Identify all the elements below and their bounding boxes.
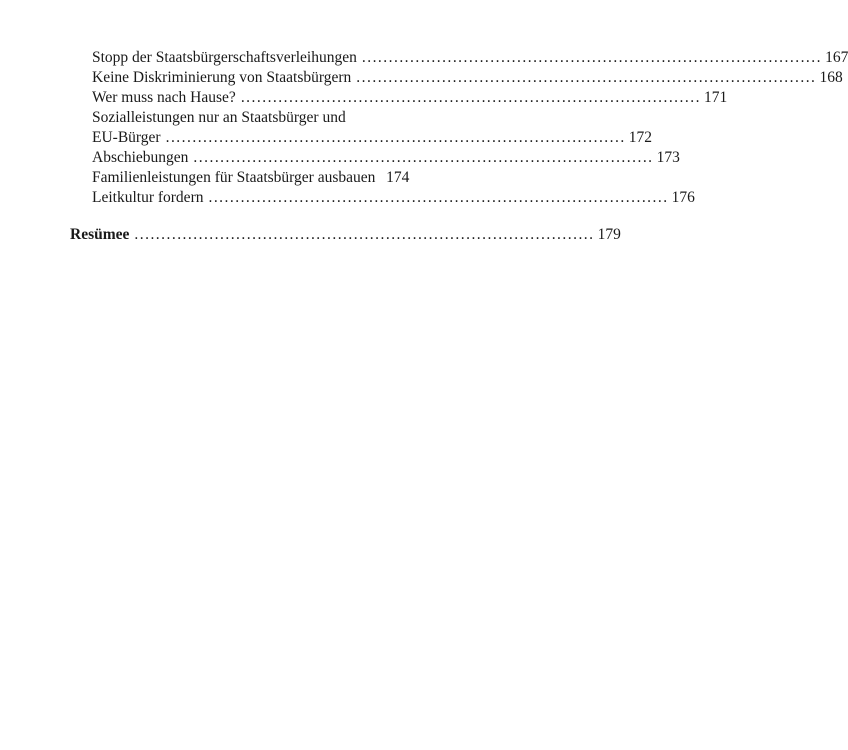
toc-entry bbox=[92, 48, 848, 68]
dot-leader bbox=[241, 88, 698, 108]
dot-leader bbox=[166, 128, 623, 148]
toc-entry-title: Leitkultur fordern bbox=[92, 189, 204, 206]
toc-entry bbox=[92, 188, 695, 208]
toc-entry-title: Abschiebungen bbox=[92, 149, 189, 166]
dot-leader bbox=[193, 148, 650, 168]
toc-chapter-title: Resümee bbox=[70, 226, 130, 243]
toc-chapter-page: 179 bbox=[597, 226, 621, 243]
toc-entry bbox=[92, 128, 653, 148]
dot-leader bbox=[362, 48, 819, 68]
dot-leader bbox=[208, 188, 665, 208]
toc-entry-page: 168 bbox=[819, 69, 843, 86]
toc-entry-title: Sozialleistungen nur an Staatsbürger und bbox=[92, 109, 346, 126]
toc-entry-page: 172 bbox=[628, 129, 653, 146]
dot-leader bbox=[134, 225, 591, 245]
toc-entry-title: Familienleistungen für Staatsbürger ausbauen bbox=[92, 169, 376, 186]
toc-entry-page: 176 bbox=[671, 189, 695, 206]
toc-entry-title: Stopp der Staatsbürgerschaftsverleihungen bbox=[92, 49, 357, 66]
toc-entry-line-1 bbox=[92, 108, 407, 128]
toc-entry-page: 173 bbox=[656, 149, 680, 166]
toc-entry-title: EU-Bürger bbox=[92, 129, 161, 146]
toc-entry bbox=[92, 168, 410, 188]
toc-entry bbox=[92, 68, 843, 88]
toc-entry-page: 171 bbox=[704, 89, 728, 106]
toc-entry-page: 167 bbox=[825, 49, 848, 66]
toc-entry bbox=[92, 88, 728, 108]
toc-entry-title: Wer muss nach Hause? bbox=[92, 89, 236, 106]
toc-entry bbox=[92, 148, 680, 168]
toc-chapter bbox=[70, 225, 621, 245]
dot-leader bbox=[356, 68, 813, 88]
toc-entry-page: 174 bbox=[386, 169, 410, 186]
toc-entry-title: Keine Diskriminierung von Staatsbürgern bbox=[92, 69, 352, 86]
